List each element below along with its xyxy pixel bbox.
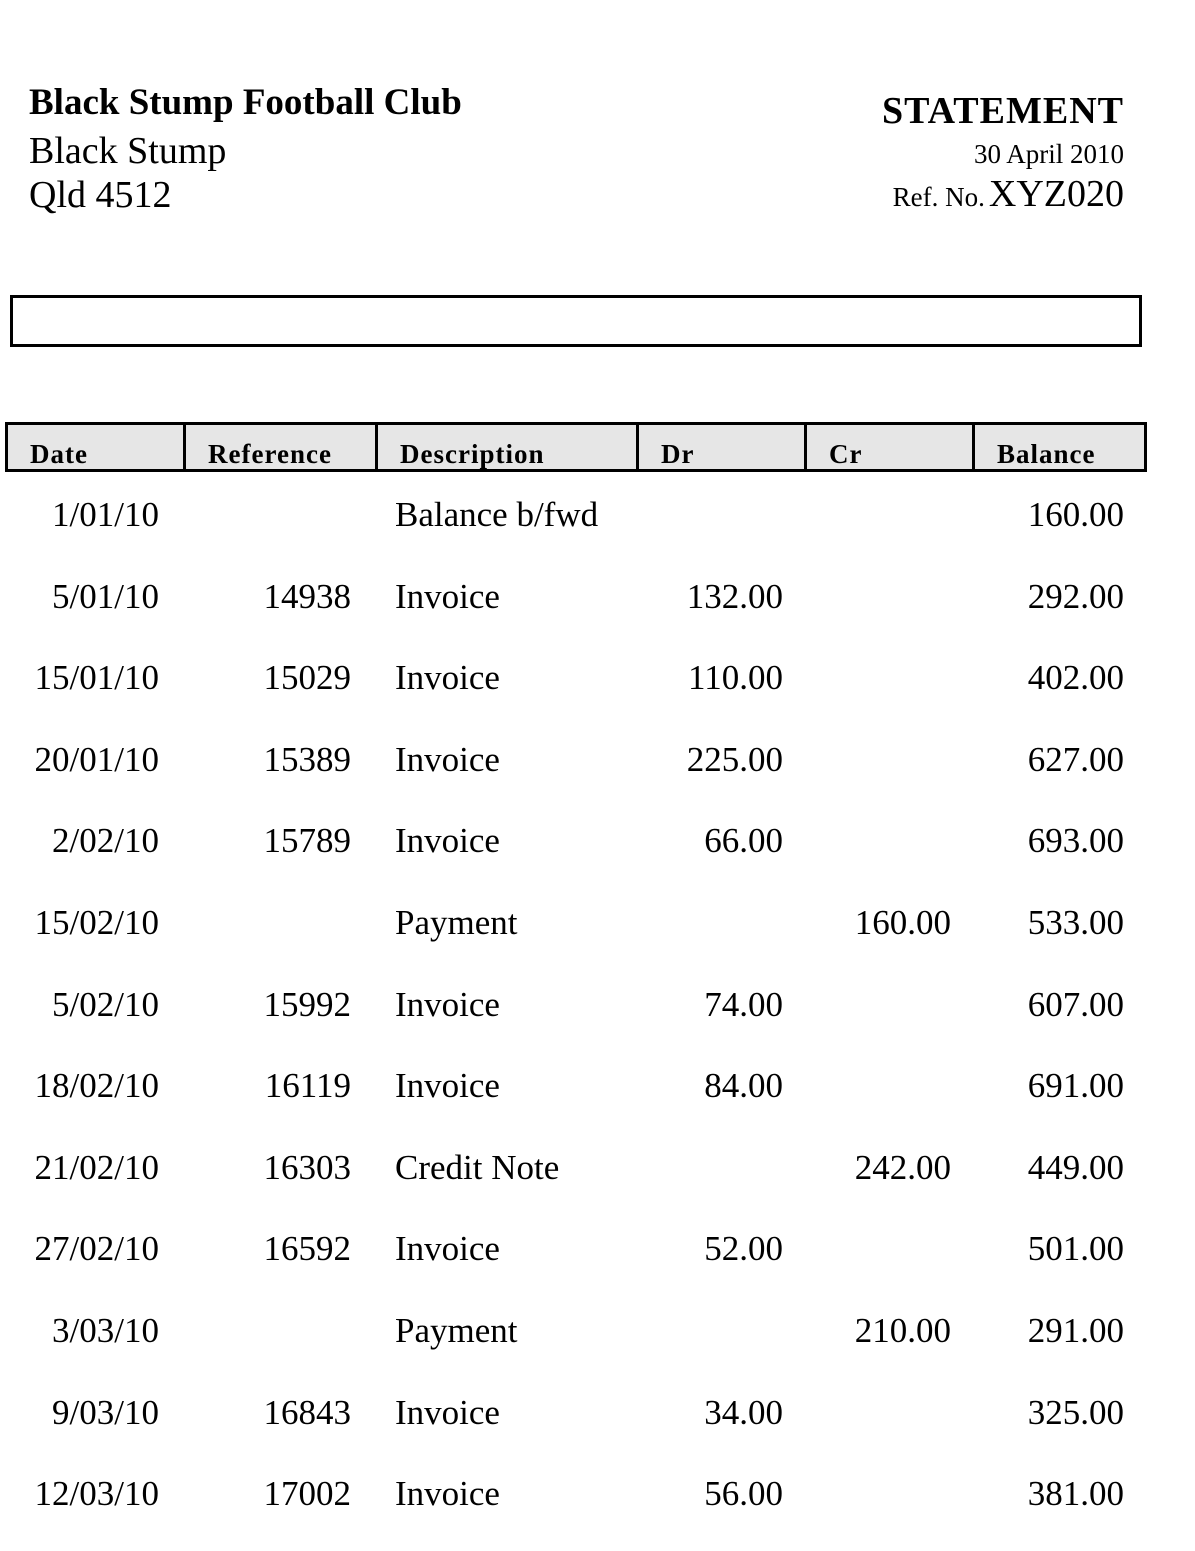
transaction-rows bbox=[0, 476, 1195, 1537]
table-row bbox=[0, 1210, 1195, 1292]
reference-cell: 15389 bbox=[263, 739, 351, 779]
reference-label: Ref. No. bbox=[892, 182, 985, 212]
description-cell: Invoice bbox=[395, 658, 500, 698]
description-cell: Invoice bbox=[395, 1474, 500, 1514]
balance-cell: 292.00 bbox=[1027, 576, 1124, 616]
dr-cell: 74.00 bbox=[704, 984, 783, 1024]
reference-value: XYZ020 bbox=[988, 173, 1124, 215]
balance-cell: 533.00 bbox=[1027, 902, 1124, 942]
date-cell: 2/02/10 bbox=[52, 821, 159, 861]
balance-cell: 449.00 bbox=[1027, 1147, 1124, 1187]
description-cell: Credit Note bbox=[395, 1147, 560, 1187]
dr-cell: 132.00 bbox=[686, 576, 783, 616]
table-row bbox=[0, 884, 1195, 966]
column-header-date: Date bbox=[30, 439, 88, 469]
column-header-description: Description bbox=[375, 425, 636, 469]
date-cell: 18/02/10 bbox=[34, 1066, 159, 1106]
date-cell: 9/03/10 bbox=[52, 1392, 159, 1432]
table-row bbox=[0, 966, 1195, 1048]
balance-cell: 693.00 bbox=[1027, 821, 1124, 861]
column-header-reference: Reference bbox=[183, 425, 375, 469]
description-cell: Invoice bbox=[395, 1229, 500, 1269]
date-cell: 1/01/10 bbox=[52, 495, 159, 534]
table-row bbox=[0, 1047, 1195, 1129]
dr-cell: 52.00 bbox=[704, 1229, 783, 1269]
description-cell: Payment bbox=[395, 1310, 518, 1350]
cr-cell: 242.00 bbox=[854, 1147, 951, 1187]
balance-cell: 607.00 bbox=[1027, 984, 1124, 1024]
statement-date: 30 April 2010 bbox=[973, 139, 1124, 169]
dr-cell: 110.00 bbox=[688, 658, 783, 698]
balance-cell: 291.00 bbox=[1027, 1310, 1124, 1350]
column-header-balance: Balance bbox=[972, 425, 1144, 469]
table-row bbox=[0, 558, 1195, 640]
table-row bbox=[0, 476, 1195, 558]
reference-cell: 15029 bbox=[263, 658, 351, 698]
date-cell: 12/03/10 bbox=[34, 1474, 159, 1514]
date-cell: 15/01/10 bbox=[34, 658, 159, 698]
reference-cell: 16843 bbox=[263, 1392, 351, 1432]
organization-address-line1: Black Stump bbox=[29, 130, 227, 172]
cr-cell: 160.00 bbox=[854, 902, 951, 942]
date-cell: 15/02/10 bbox=[34, 902, 159, 942]
dr-cell: 56.00 bbox=[704, 1474, 783, 1514]
document-title: STATEMENT bbox=[882, 90, 1124, 132]
column-header-dr: Dr bbox=[636, 425, 804, 469]
date-cell: 5/01/10 bbox=[52, 576, 159, 616]
date-cell: 20/01/10 bbox=[34, 739, 159, 779]
column-header-cr: Cr bbox=[804, 425, 972, 469]
description-cell: Payment bbox=[395, 902, 518, 942]
cr-cell: 210.00 bbox=[854, 1310, 951, 1350]
table-row bbox=[0, 1292, 1195, 1374]
date-cell: 27/02/10 bbox=[34, 1229, 159, 1269]
date-cell: 3/03/10 bbox=[52, 1310, 159, 1350]
description-cell: Invoice bbox=[395, 739, 500, 779]
reference-cell: 17002 bbox=[263, 1474, 351, 1514]
balance-cell: 501.00 bbox=[1027, 1229, 1124, 1269]
balance-cell: 691.00 bbox=[1027, 1066, 1124, 1106]
reference-cell: 15789 bbox=[263, 821, 351, 861]
table-row bbox=[0, 721, 1195, 803]
dr-cell: 66.00 bbox=[704, 821, 783, 861]
reference-cell: 16303 bbox=[263, 1147, 351, 1187]
organization-address-line2: Qld 4512 bbox=[29, 174, 172, 216]
reference-number bbox=[893, 172, 1124, 224]
balance-cell: 402.00 bbox=[1027, 658, 1124, 698]
description-cell: Invoice bbox=[395, 1066, 500, 1106]
table-header bbox=[5, 422, 1147, 472]
reference-cell: 16592 bbox=[263, 1229, 351, 1269]
description-cell: Invoice bbox=[395, 1392, 500, 1432]
balance-cell: 325.00 bbox=[1027, 1392, 1124, 1432]
date-cell: 21/02/10 bbox=[34, 1147, 159, 1187]
recipient-address-box bbox=[10, 295, 1142, 347]
description-cell: Invoice bbox=[395, 576, 500, 616]
table-row bbox=[0, 1374, 1195, 1456]
table-row bbox=[0, 1455, 1195, 1537]
balance-cell: 627.00 bbox=[1027, 739, 1124, 779]
organization-name: Black Stump Football Club bbox=[29, 82, 462, 123]
table-row bbox=[0, 639, 1195, 721]
dr-cell: 84.00 bbox=[704, 1066, 783, 1106]
description-cell: Invoice bbox=[395, 984, 500, 1024]
dr-cell: 225.00 bbox=[686, 739, 783, 779]
description-cell: Balance b/fwd bbox=[395, 495, 599, 534]
balance-cell: 160.00 bbox=[1027, 495, 1124, 534]
balance-cell: 381.00 bbox=[1027, 1474, 1124, 1514]
reference-cell: 16119 bbox=[264, 1066, 351, 1106]
reference-cell: 15992 bbox=[263, 984, 351, 1024]
table-row bbox=[0, 1129, 1195, 1211]
date-cell: 5/02/10 bbox=[52, 984, 159, 1024]
reference-cell: 14938 bbox=[263, 576, 351, 616]
dr-cell: 34.00 bbox=[704, 1392, 783, 1432]
table-row bbox=[0, 802, 1195, 884]
description-cell: Invoice bbox=[395, 821, 500, 861]
